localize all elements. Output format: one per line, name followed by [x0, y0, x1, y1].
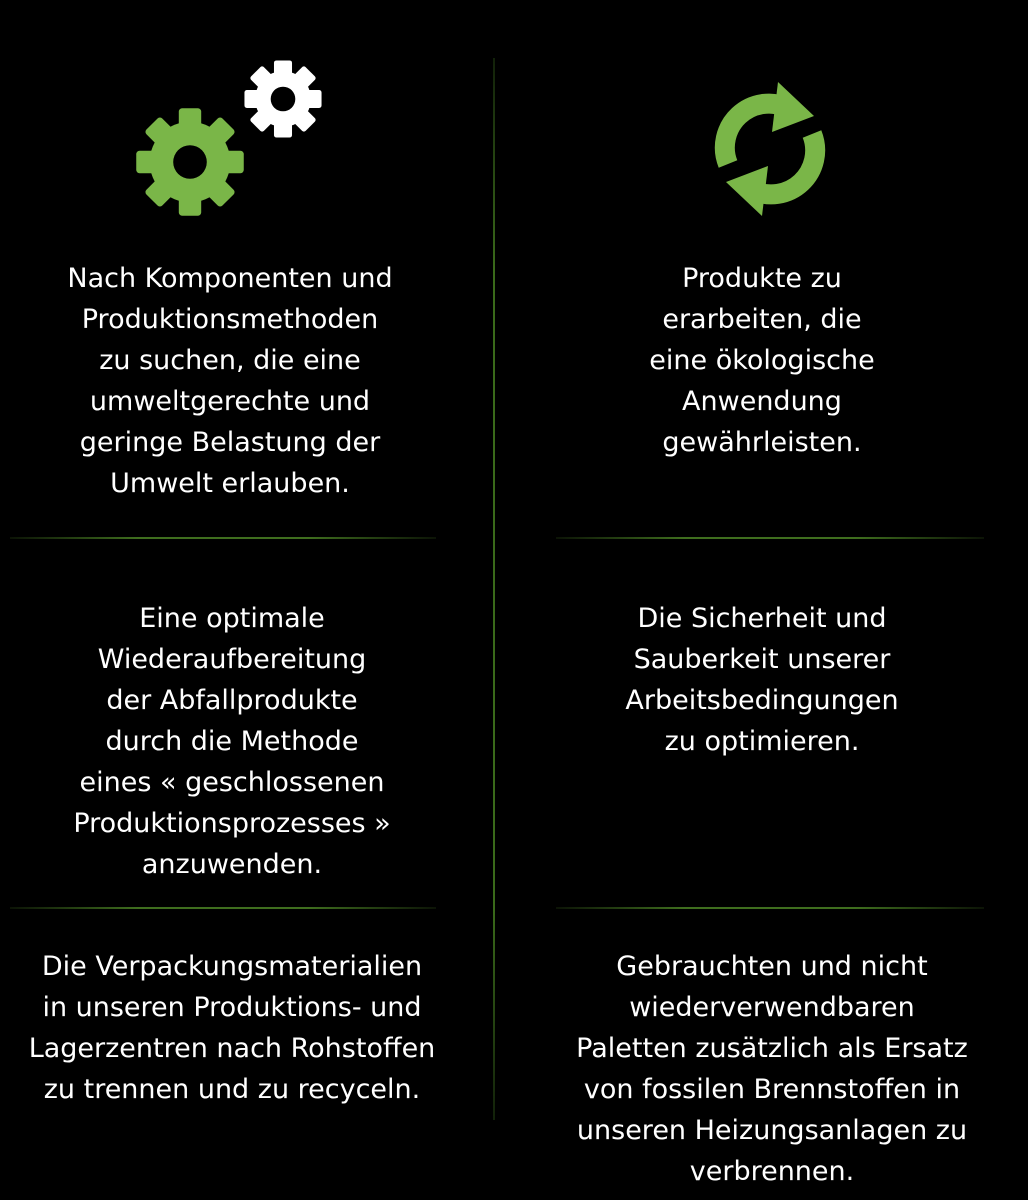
row-divider-left-2: [10, 907, 436, 909]
row-divider-left-1: [10, 537, 436, 539]
left-item-2-text: Eine optimale Wiederaufbereitung der Abfallprodukte durch die Methode eines « geschlossenen Produktionsprozesses » anzuwenden.: [73, 603, 391, 880]
gear-icon: [134, 106, 246, 218]
left-item-3-text: Die Verpackungsmaterialien in unseren Produktions- und Lagerzentren nach Rohstoffen zu trennen und zu recyceln.: [28, 951, 436, 1105]
right-item-3-text: Gebrauchten und nicht wiederverwendbaren Paletten zusätzlich als Ersatz von fossilen Brennstoffen in unseren Heizungsanlagen zu verbrennen.: [576, 951, 968, 1187]
row-divider-right-1: [556, 537, 984, 539]
row-divider-right-2: [556, 907, 984, 909]
refresh-icon: [706, 78, 834, 220]
right-item-2-text: Die Sicherheit und Sauberkeit unserer Arbeitsbedingungen zu optimieren.: [625, 603, 899, 757]
column-divider: [493, 58, 495, 1120]
gear-icon: [242, 58, 324, 140]
right-item-1-text: Produkte zu erarbeiten, die eine ökologische Anwendung gewährleisten.: [649, 263, 875, 458]
left-item-1-text: Nach Komponenten und Produktionsmethoden zu suchen, die eine umweltgerechte und geringe Belastung der Umwelt erlauben.: [67, 263, 393, 499]
